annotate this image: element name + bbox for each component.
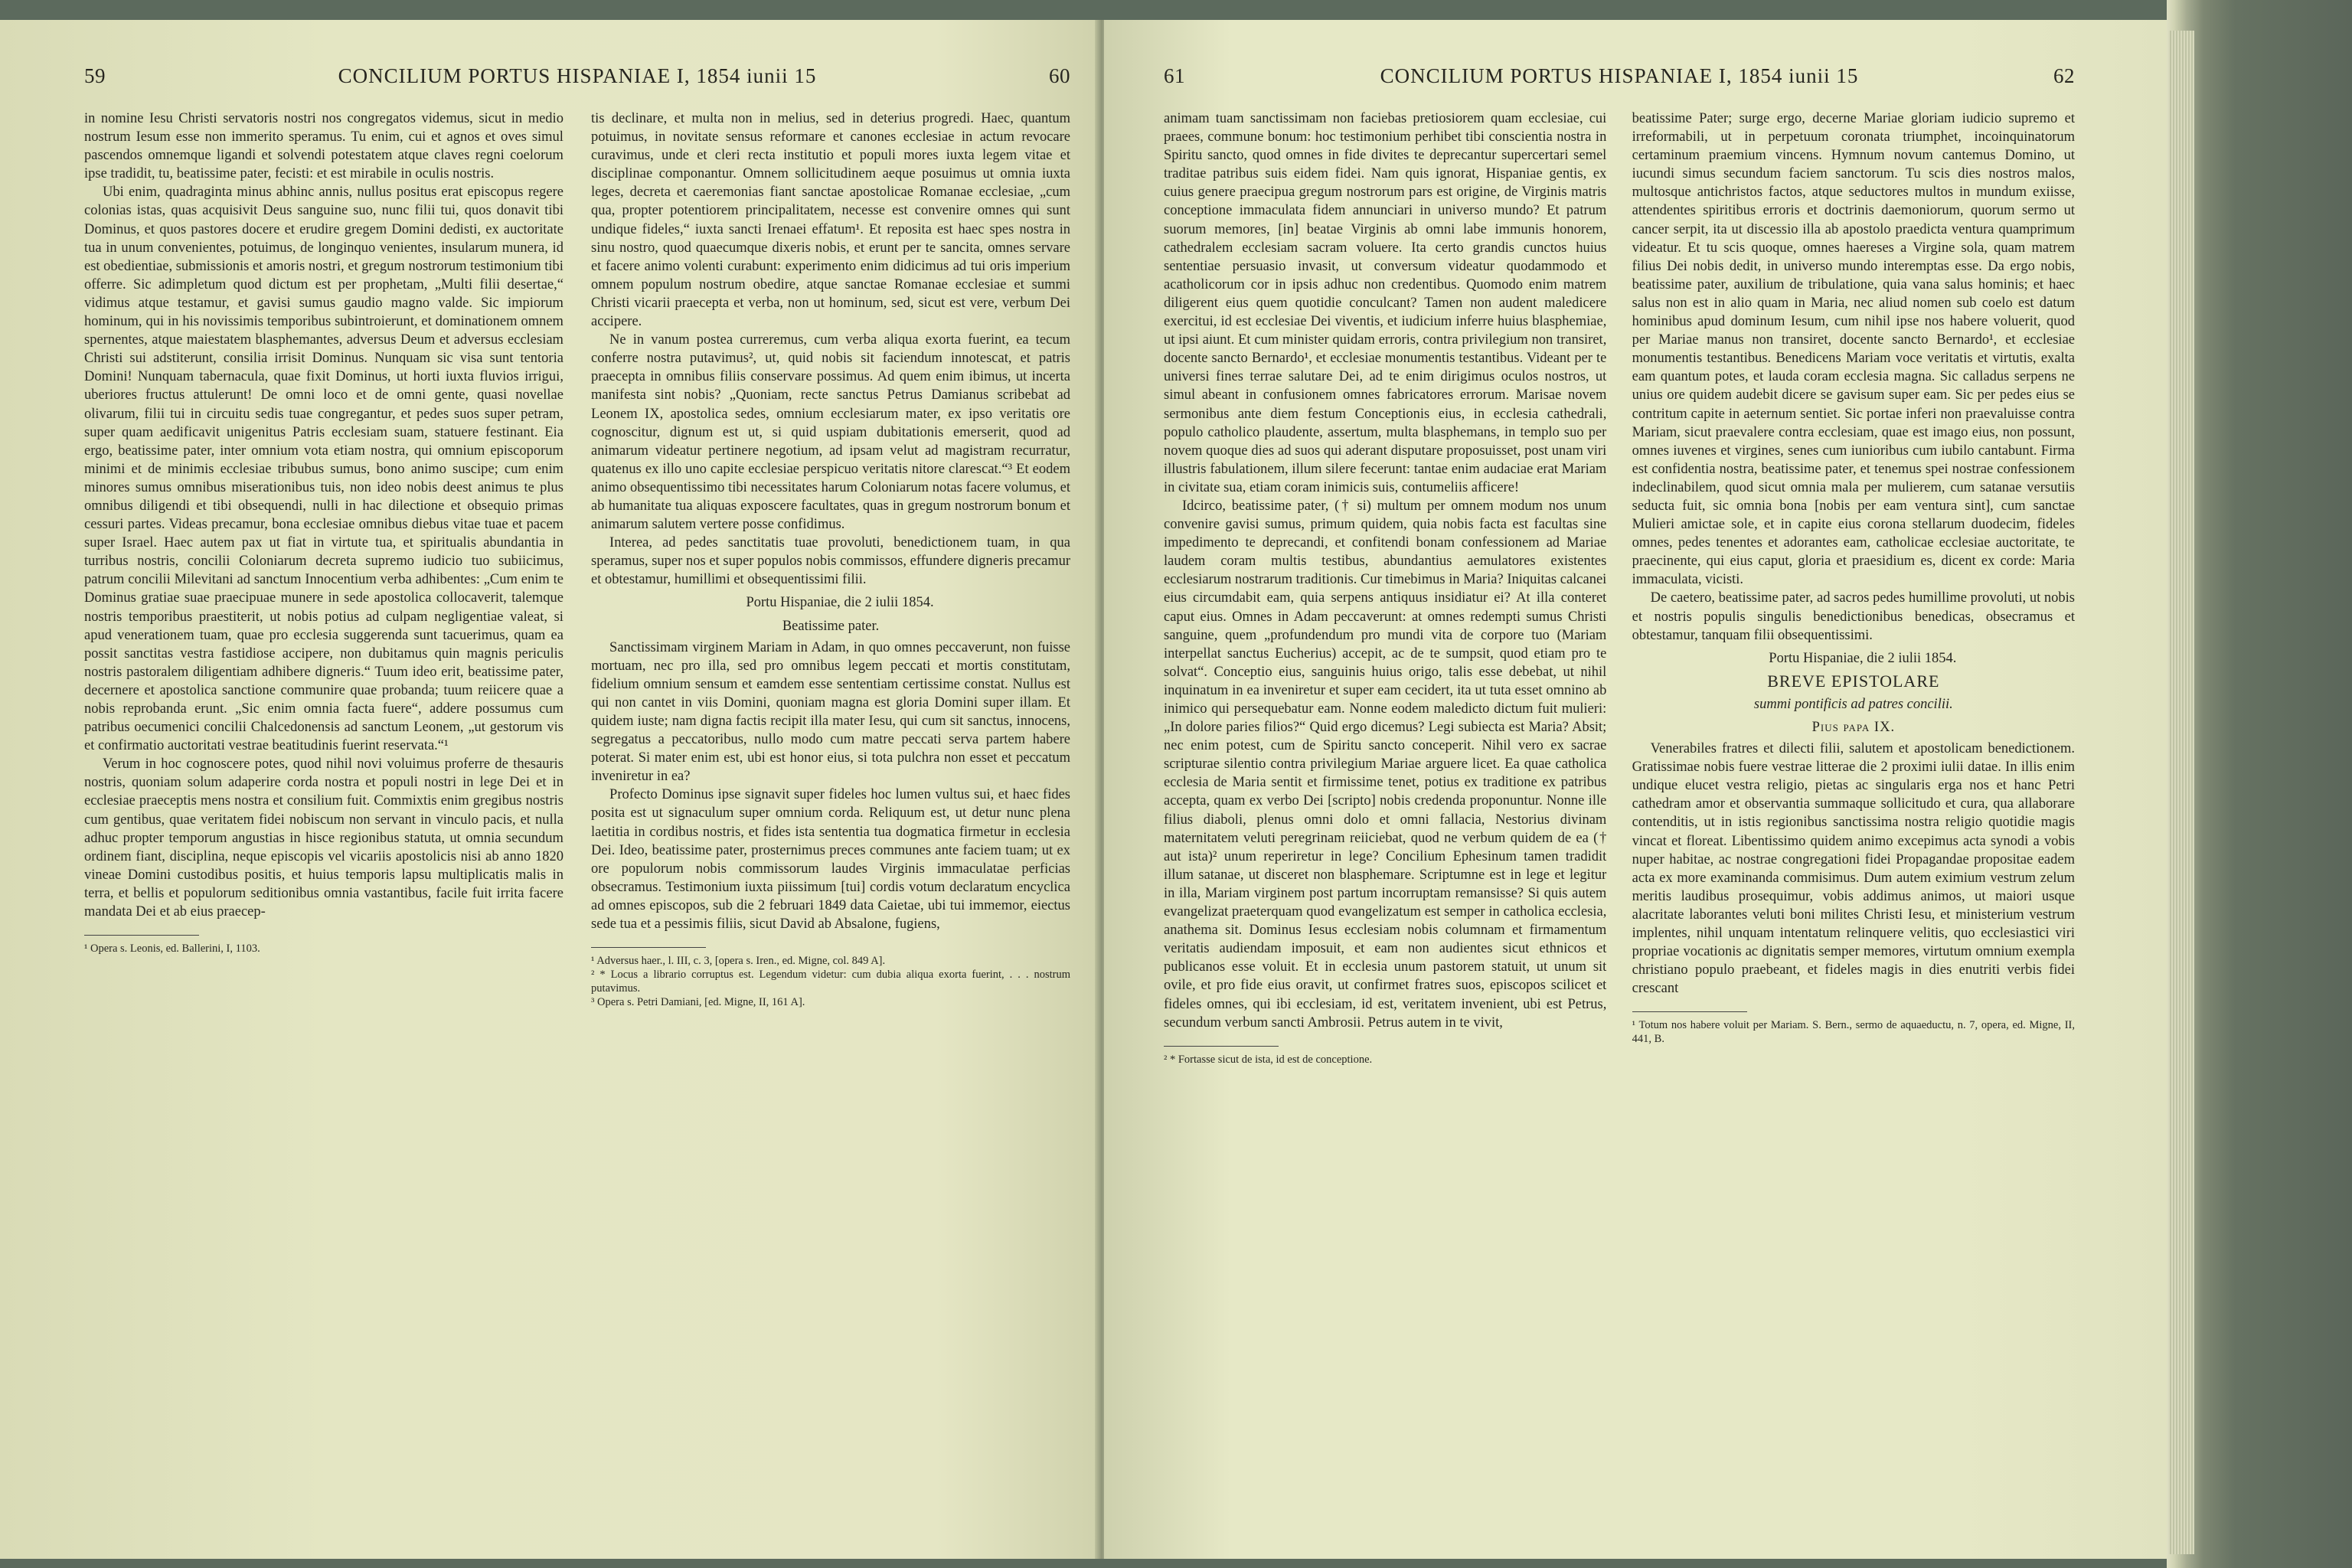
column-61 [1164,109,1606,1067]
footnote-rule [1632,1011,1747,1012]
paragraph: in nomine Iesu Christi servatoris nostri nos congregatos videmus, sicut in medio nostrum Iesum esse non immerito speramus. Tu enim, cui et agnos et oves simul pascendos omnemque ligandi et solvendi potestatem atque claves regni coelorum ipse tradidit, tu, beatissime pater, fecisti: et est mirabile in oculis nostris. [84,111,564,182]
paragraph: Venerabiles fratres et dilecti filii, salutem et apostolicam benedictionem. Gratissimae nobis fuere vestrae litterae die 2 proximi iulii datae. In illis enim undique elucet vestra religio, pietas ac singularis erga nos et hanc Petri cathedram amor et observantia summaque sollicitudo et cura, qua allaborare contenditis, ut in istis regionibus sanctissima nostra religio quotidie magis vincat et floreat. Libentissimo quidem animo excepimus acta synodi a vobis nuper habitae, ac nostrae congregationi fidei Propagandae propositae eadem acta ex more examinanda commisimus. Dum autem eximium vestrum zelum meritis laudibus prosequimur, vobis addimus animos, ut maiori usque alacritate laborantes veluti boni milites Christi Iesu, et ministerium vestrum implentes, nihil unquam intentatum relinquere velitis, quo ecclesiastici viri propriae vocationis ac dignitatis semper memores, virtutum omnium exempla christiano populo praebeant, et fideles magis in dies enutriti verbis fidei crescant [1632,741,2075,997]
column-60 [591,109,1070,1009]
footnote-rule [1164,1046,1279,1047]
paragraph: Ne in vanum postea curreremus, cum verba aliqua exorta fuerint, ea tecum conferre nostra putavimus², ut, quid nobis sit faciendum innotescat, et patris praecepta in omnibus filiis conservare possimus. Ad quem enim ibimus, ut incerta manifesta sint nobis? „Quoniam, recte sanctus Petrus Damianus scribebat ad Leonem IX, apostolica sedes, omnium ecclesiarum mater, ex ipso veritatis ore cognoscitur, dignum est ut, si quid uspiam dubitationis emerserit, quod ad animarum videatur pertinere negotium, ad ipsam velut ad magistram recurratur, quatenus ex illo uno capite ecclesiae perspicuo veritatis nitore clarescat.“³ Et eodem animo obsequentissimo tibi necessitates harum Coloniarum notas facere volumus, et ab humanitate tua aliquas exposcere facultates, quas in gregum nostrorum bonum et animarum salutem vertere posse confidimus. [591,332,1070,533]
footnote-rule [84,935,199,936]
place-date: Portu Hispaniae, die 2 iulii 1854. [1769,650,1957,666]
right-page-header [1164,64,2075,88]
running-title-right: CONCILIUM PORTUS HISPANIAE I, 1854 iunii 15 [1380,64,1859,87]
left-page [0,20,1101,1559]
footnote: ³ Opera s. Petri Damiani, [ed. Migne, II, 161 A]. [591,996,805,1009]
paragraph: beatissime Pater; surge ergo, decerne Mariae gloriam iudicio supremo et irreformabili, ut in perpetuum coronata triumphet, incoinquinatorum certaminum praemium vincens. Hymnum novum cantemus Domino, ut iucundi simus secundum faciem sanctorum. Tu scis dies nostros malos, multosque antichristos factos, atque seductores multos in mundum exiisse, attendentes spiritibus erroris et doctrinis daemoniorum, quorum sermo ut cancer serpit, ita ut discessio illa ab apostolo praedicta ventura quamprimum videatur. Et tu scis quoque, omnes haereses a Virgine sola, quam matrem filius Dei nobis dedit, in universo mundo interemptas esse. Da ergo nobis, beatissime pater, auxilium de tribulatione, quia vana salus hominis; et haec salus non est in alio quam in Maria, nec aliud nomen sub coelo est datum hominibus apud dominum Iesum, cum nihil ipse nos habere voluerit, quod per Mariae manus non transiret, docente sancto Bernardo¹, et ecclesiae monumentis testantibus. Benedicens Mariam voce veritatis et virtutis, exalta eam quantum potes, et lauda coram ecclesia magna. Sic calladus serpens ne unius ore quidem audebit dicere se gavisum super eam. Sic per pedes eius se contritum capite in aeternum sentiet. Sic portae inferi non praevaluisse contra Mariam, sicut praevalere contra ecclesiam, quae est imago eius, non possunt, omnes iuvenes et virgines, senes cum iunioribus cum iubilo cantabunt. Firma est confidentia nostra, beatissime pater, et tenemus spei nostrae confessionem indeclinabilem, quod sicut omnia mala per mulierem, cum satanae versutiis seducta fuit, sic omnia bona [nobis per eam ventura sint], cum sanctae Mulieri amictae sole, et in capite eius corona stellarum duodecim, fideles omnes, pedes tenentes et adorantes eam, catholicae ecclesiae auctoritate, te praecinente, qui eius caput, gloria et praesidium es, dicent ex corde: Maria immaculata, vicisti. [1632,111,2075,588]
paragraph: Verum in hoc cognoscere potes, quod nihil novi voluimus proferre de thesauris nostris, quoniam solum adaperire corda nostra et populi nostri in lege Dei et in ecclesiae praeceptis mens nostra et consilium fuit. Commixtis enim gregibus nostris cum gentibus, quae veritatem fidei nobiscum non servant in vinculo pacis, et nulla adhuc propter temporum angustias in hisce regionibus statuta, ut omnia secundum ordinem fiant, disciplina, neque episcopis vel vicariis apostolicis nisi ab anno 1820 vineae Domini custodibus positis, et huius temporis lapsu multiplicatis malis in terra, et bellis et populorum seditionibus omnia vastantibus, facile fuit irrita facere mandata Dei et ab eius praecep- [84,756,564,920]
paragraph: Sanctissimam virginem Mariam in Adam, in quo omnes peccaverunt, non fuisse mortuam, nec pro illa, sed pro omnibus legem peccati et mortis constitutam, fidelium omnium sensum et eamdem esse sententiam certissime constat. Nullus est qui non cantet in viis Domini, quoniam magna est gloria Domini super illam. Et quidem iuste; nam digna factis recipit illa mater Iesu, qui cum sit sanctus, innocens, segregatus a peccatoribus, nullo modo cum matre peccati serva partem habere poterat. Si mater enim est, ubi est honor eius, si tota pulchra non esset et peccatum inveniretur in ea? [591,639,1070,785]
footnote: ¹ Adversus haer., l. III, c. 3, [opera s. Iren., ed. Migne, col. 849 A]. [591,955,886,968]
left-page-header [84,64,1070,88]
footnote: ² * Locus a librario corruptus est. Legendum videtur: cum dubia aliqua exorta fuerint, . . . nostrum putavimus. [591,969,1070,995]
paragraph: Ubi enim, quadraginta minus abhinc annis, nullus positus erat episcopus regere colonias istas, quas acquisivit Deus sanguine suo, nunc filii tui, quos donavit tibi Dominus, et quos pastores docere et erudire gregem Domini dedisti, ex auctoritate tua in unum convenientes, potuimus, de longinquo venientes, insularum munera, id est obedientiae, submissionis et amoris nostri, et gregum nostrorum testimonium tibi offerre. Sic adimpletum quod dictum est per prophetam, „Multi filii desertae,“ vidimus atque testamur, et gavisi sumus gaudio magno valde. Sic impiorum hominum, qui in his novissimis temporibus subintroierunt, et dominationem omnem spernentes, atque maiestatem blasphemantes, adversus Deum et adversus ecclesiam Christi sui adstiterunt, consilia irrisit Dominus. Nunquam sic visa sunt tentoria Domini! Nunquam tabernacula, quae fixit Dominus, ut horti iuxta fluvios irrigui, uberiores fructus attulerunt! De omni loco et de omni gente, quasi novellae olivarum, filii tui in circuitu sedis tuae congregantur, et pedes suos super petram, super quam aedificavit unigenitus Patris ecclesiam suam, statuere festinant. Eia ergo, beatissime pater, inter omnium vota etiam nostra, qui omnium episcoporum minimi et de minimis ecclesiae tribubus sumus, bono animo suscipe; cum enim minores sumus omnibus miserationibus tuis, non ideo nobis deest animus te plus omnibus diligendi et tibi obsequendi, nulli in hac dilectione et obsequio primas cessuri partes. Videas precamur, bona ecclesiae omnibus diebus vitae tuae et pacem super Israel. Haec autem pax ut fiat in virtute tua, et spiritualis abundantia in turribus nostris, concilii Coloniarum decreta supremo iudicio tuo subiicimus, patrum concilii Milevitani ad sanctum Innocentium verba adhibentes: „Cum enim te Dominus gratiae suae praecipuae munere in sede apostolica collocaverit, talemque nostris temporibus praestiterit, ut nobis potius ad culpam negligentiae valeat, si apud venerationem tuam, quae pro ecclesia suggerenda sunt tacuerimus, quam ea possit sanctitas vestra fastidiose accipere, non dubitamus quin magnis periculis nostris pastoralem diligentiam adhibere digneris.“ Tuum ideo erit, beatissime pater, decernere et apostolica sanctione communire quae probanda; tuum reiicere quae a nobis reprobanda erunt. „Sic enim omnia facta fuere“, addere possumus cum patribus oecumenici concilii Chalcedonensis ad sanctum Leonem, „ut gestorum vis et confirmatio auctoritati vestrae beatitudinis fuerint reservata.“¹ [84,185,564,754]
page-number-60: 60 [1049,64,1070,87]
page-number-61: 61 [1164,64,1185,87]
paragraph: Profecto Dominus ipse signavit super fideles hoc lumen vultus sui, et haec fides posita est ut signaculum super omnium corda. Reliquum est, ut detur nunc plena laetitia in cordibus nostris, et fides ista sententia tua dogmatica firmetur in ecclesia Dei. Ideo, beatissime pater, prosternimus preces communes ante faciem tuam; ut ex ore populorum nobis commissorum laudes Virginis immaculatae perficias obsecramus. Testimonium iuxta piissimum [tui] cordis votum declaratum encyclica ad omnes episcopos, sub die 2 februari 1849 data Caietae, ubi tui immemor, eiectus sede tua et a pessimis filiis, sicut David ab Absalone, fugiens, [591,787,1070,933]
paragraph: De caetero, beatissime pater, ad sacros pedes humillime provoluti, ut nobis et nostris populis singulis benedictionibus benedicas, obsecramus et obtestamur, tanquam filii obsequentissimi. [1632,590,2075,643]
paragraph: tis declinare, et multa non in melius, sed in deterius progredi. Haec, quantum potuimus, in novitate sensus reformare et canones ecclesiae in actum revocare curavimus, unde et cleri recta institutio et populi mores iuxta legem vitae et disciplinae componantur. Omnem sollicitudinem aeque posuimus ut omnia iuxta leges, decreta et caeremonias fiant sanctae apostolicae Romanae ecclesiae, „cum qua, propter potentiorem principalitatem, necesse est convenire omnes qui sunt undique fideles,“ iuxta sancti Irenaei effatum¹. Et reposita est haec spes nostra in sinu nostro, quod quaecumque dixeris nobis, et erunt per te sancita, omnes servare et facere animo volenti curabunt: experimento enim didicimus ad tui oris imperium omnem populum nostrum obedire, atque sanctae Romanae ecclesiae et summi Christi vicarii praecepta et verba, non ut hominum, sed, sicut est vere, verbum Dei accipere. [591,111,1070,330]
column-62 [1632,109,2075,1067]
running-title-left: CONCILIUM PORTUS HISPANIAE I, 1854 iunii 15 [338,64,817,87]
paragraph: Interea, ad pedes sanctitatis tuae provoluti, benedictionem tuam, in qua speramus, super nos et super populos nobis commissos, effundere digneris precamur et obtestamur, humillimi et obsequentissimi filii. [591,535,1070,588]
page-number-59: 59 [84,64,106,87]
paragraph: animam tuam sanctissimam non faciebas pretiosiorem quam ecclesiae, cui praees, commune bonum: hoc testimonium perhibet tibi conscientia nostra in Spiritu sancto, quod omnes in fide divites te deprecantur supercertari semel traditae patribus suis eidem fidei. Nam quis ignorat, Hispaniae gentis, ex cuius genere praecipua gregum nostrorum pars est origine, de Virginis matris conceptione immaculata fidem annunciari in universo mundo? Et patrum suorum memores, [in] beatae Virginis ab omni labe immunis honorem, cathedralem ecclesiam sacram voluere. Ita certo grandis cunctos huius sententiae persuasio invasit, ut conversum videatur quodammodo et acatholicorum cor in ipsis adhuc non credentibus. Quomodo enim matrem diligerent eius quem quotidie conculcant? Tamen non audent maledicere exercitui, id est ecclesiae Dei viventis, et iudicium inferre huius blasphemiae, ut ipsi aiunt. Et cum minister quidam erroris, contra privilegium non transiret, docente sancto Bernardo¹, et ecclesiae monumentis testantibus. Videant per te universi fines terrae salutare Dei, ad te enim dirigimus oculos nostros, ut simul abeant in confusionem omnes fabricatores errorum. Marisae novem sermonibus ante diem festum Conceptionis eius, in ecclesia cathedrali, populo catholico plaudente, assertum, multa blasphemans, in templo suo per novem quoque dies ad suos qui aderant disputare proposuisset, post unam viri illustris fabulationem, illum silere fecerunt: tantae enim audaciae erat Mariam in civitate sua, etiam coram inimicis suis, contumeliis afficere! [1164,111,1607,495]
section-subheading: summi pontificis ad patres concilii. [1753,696,1953,712]
letter-salutation: Beatissime pater. [782,618,880,634]
section-heading: BREVE EPISTOLARE [1767,671,1940,691]
place-date: Portu Hispaniae, die 2 iulii 1854. [746,595,934,611]
footnote-rule [591,947,706,948]
footnote: ² * Fortasse sicut de ista, id est de conceptione. [1164,1053,1373,1066]
page-number-62: 62 [2053,64,2075,87]
footnote: ¹ Opera s. Leonis, ed. Ballerini, I, 1103. [84,942,260,956]
section-author: Pius papa IX. [1811,720,1896,735]
paragraph: Idcirco, beatissime pater, († si) multum per omnem modum nos unum convenire gavisi sumus, primum quidem, quia nobis facta est facultas sine impedimento te deprecandi, et confitendi bonam confessionem ad Mariae laudem coram multis testibus, abundantius aemulatores existentes ecclesiarum nostrarum traditionis. Cur timebimus in Maria? Iniquitas calcanei eius circumdabit eam, quia serpens antiquus insidiatur ei? At illa conteret caput eius. Omnes in Adam peccaverunt: at omnes redempti sumus Christi sanguine, quem „profundendum pro mundi vita de corpore tuo (Mariam interpellat sanctus Eucherius) accepit, ac de te sumpsit, quod etiam pro te solvat“. Conceptio eius, sanguinis huius origo, talis esse debebat, ut nihil inquinatum in ea inveniretur et super eam cecidert, ita ut tuta esset omnino ab inimico qui persequebatur eam. Nonne eodem maledicto dictum fuit mulieri: „In dolore paries filios?“ Quid ergo dicemus? Legi subiecta est Maria? Absit; nec enim potest, cum de Spiritu sancto conceperit. Nihil vero ex sacrae scripturae silentio contra privilegium Mariae arguere licet. Ea quae catholica ecclesia de Maria sentit et firmissime tenet, potius ex traditione ex patribus accepta, quam ex verbo Dei [scripto] nobis credenda proponuntur. Nonne ille filius diaboli, plenus omni dolo et omni fallacia, Nestorius divinam maternitatem veluti peregrinam reiiciebat, quod ne verbum quidem de ea († aut ista)² unum reperiretur in lege? Concilium Ephesinum tamen tradidit illum satanae, ut disceret non blasphemare. Scriptumne est in lege et legitur in illa, Mariam virginem post partum incorruptam remansisse? Si quis autem evangelizat praeterquam quod evangelizatum est semper in catholica ecclesia, anathema sit. Dominus Iesus ecclesiam nobis columnam et firmamentum veritatis audiendam imposuit, et eam non audientes sicut ethnicos et publicanos esse voluit. Et in ecclesia unum pastorem statuit, ut unum sit ovile, et pro fide eius oravit, ut confirmet fratres suos, episcopos scilicet et fideles omnes, qui ibi ecclesiam, id est, veritatem invenient, ubi est Petrus, secundum verbum sancti Ambrosii. Petrus autem in te vivit, [1164,498,1607,1031]
right-page [1104,20,2167,1559]
book-edge [2167,0,2352,1568]
column-59 [84,109,564,1009]
footnote: ¹ Totum nos habere voluit per Mariam. S. Bern., sermo de aquaeductu, n. 7, opera, ed. Migne, II, 441, B. [1632,1019,2075,1046]
page-stack-edge [2168,31,2194,1554]
